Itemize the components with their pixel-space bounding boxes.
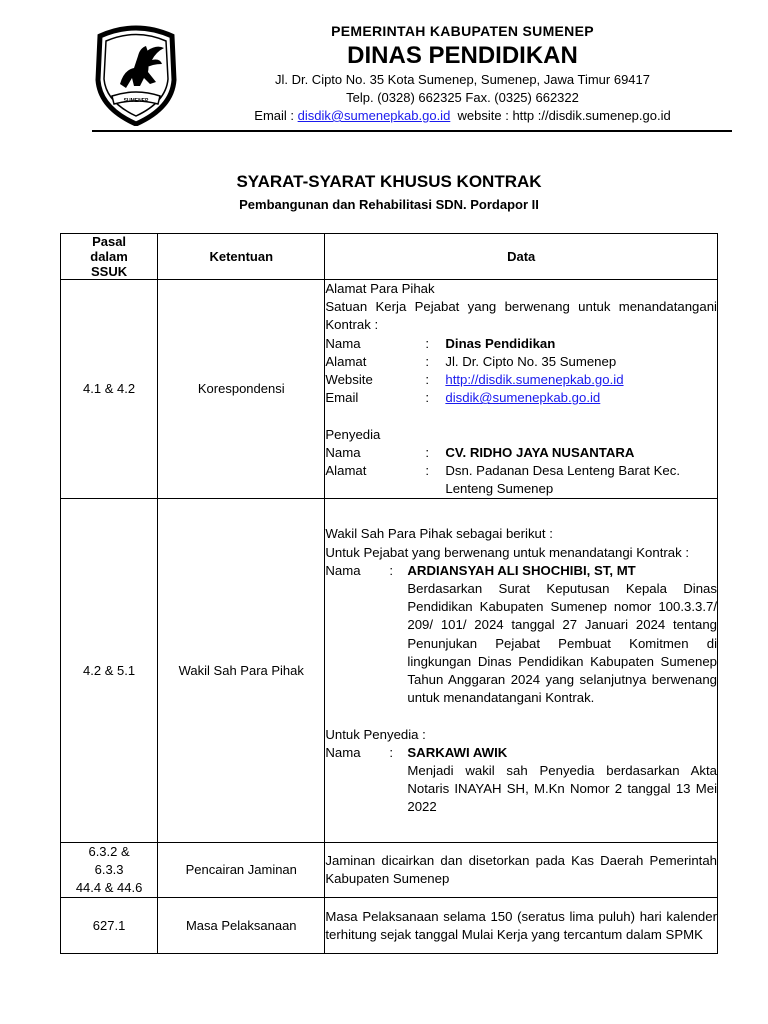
provider-heading: Penyedia (325, 426, 381, 442)
field-row: Alamat : Dsn. Padanan Desa Lenteng Barat Kec. Lenteng Sumenep (325, 462, 717, 498)
table-row-masa-pelaksanaan (61, 898, 718, 954)
provider-name: CV. RIDHO JAYA NUSANTARA (445, 444, 635, 460)
field-row: Email : disdik@sumenepkab.go.id (325, 390, 601, 406)
agency-address: Jl. Dr. Cipto No. 35 Kota Sumenep, Sumenep, Jawa Timur 69417 (274, 72, 651, 87)
ketentuan-cell: Wakil Sah Para Pihak (158, 499, 325, 843)
official-name: ARDIANSYAH ALI SHOCHIBI, ST, MT (407, 562, 636, 578)
logo-banner-text: SUMENEP (123, 98, 149, 104)
document-title: SYARAT-SYARAT KHUSUS KONTRAK (236, 172, 542, 191)
header-pasal: Pasal dalam SSUK (61, 234, 158, 280)
field-row: Nama : ARDIANSYAH ALI SHOCHIBI, ST, MT (325, 562, 717, 580)
table-row-pencairan-jaminan (61, 843, 718, 898)
field-value: Dinas Pendidikan (445, 335, 556, 351)
data-cell (325, 499, 718, 843)
sumenep-regency-logo (90, 22, 182, 126)
address-heading: Alamat Para Pihak (325, 281, 435, 296)
provider-address: Dsn. Padanan Desa Lenteng Barat Kec. Lenteng Sumenep (445, 463, 680, 497)
field-row: Nama : Dinas Pendidikan (325, 335, 717, 353)
provider-rep-name: SARKAWI AWIK (407, 744, 508, 760)
provider-description: Menjadi wakil sah Penyedia berdasarkan Akta Notaris INAYAH SH, M.Kn Nomor 2 tanggal 13 Mei 2022 (407, 762, 717, 815)
field-row: Nama : CV. RIDHO JAYA NUSANTARA (325, 444, 717, 462)
data-cell: Masa Pelaksanaan selama 150 (seratus lima puluh) hari kalender terhitung sejak tanggal Mulai Kerja yang tercantum dalam SPMK (325, 898, 718, 954)
pasal-cell: 4.2 & 5.1 (61, 499, 158, 843)
header-ketentuan: Ketentuan (158, 234, 325, 280)
agency-phone-fax: Telp. (0328) 662325 Fax. (0325) 662322 (346, 90, 579, 105)
field-row: Nama : SARKAWI AWIK (325, 744, 717, 762)
ketentuan-cell: Korespondensi (158, 280, 325, 499)
letterhead-divider (92, 130, 732, 132)
table-row-wakil-sah (61, 499, 718, 843)
email-link[interactable]: disdik@sumenepkab.go.id (445, 390, 601, 406)
table-header-row (61, 234, 718, 280)
letterhead-text (195, 22, 730, 125)
data-cell (325, 280, 718, 499)
agency-name: DINAS PENDIDIKAN (347, 42, 578, 69)
representative-heading: Wakil Sah Para Pihak sebagai berikut : (325, 526, 553, 542)
document-subtitle: Pembangunan dan Rehabilitasi SDN. Pordapor II (239, 197, 539, 212)
provider-intro: Untuk Penyedia : (325, 726, 426, 742)
official-intro: Untuk Pejabat yang berwenang untuk menandatangi Kontrak : (325, 544, 690, 560)
agency-email-link[interactable]: disdik@sumenepkab.go.id (297, 108, 451, 123)
data-cell: Jaminan dicairkan dan disetorkan pada Kas Daerah Pemerintah Kabupaten Sumenep (325, 843, 718, 898)
contract-terms-table (60, 233, 718, 954)
ketentuan-cell: Pencairan Jaminan (158, 843, 325, 898)
header-data: Data (325, 234, 718, 280)
pasal-cell: 627.1 (61, 898, 158, 954)
website-label: website : http ://disdik.sumenep.go.id (450, 108, 671, 123)
field-row: Alamat : Jl. Dr. Cipto No. 35 Sumenep (325, 353, 717, 371)
agency-contact (195, 107, 730, 125)
email-label: Email : (254, 108, 298, 123)
official-intro: Satuan Kerja Pejabat yang berwenang untuk menandatangani Kontrak : (325, 299, 717, 333)
table-row-korespondensi (61, 280, 718, 499)
official-description: Berdasarkan Surat Keputusan Kepala Dinas Pendidikan Kabupaten Sumenep nomor 100.3.3.7/ 209/ 101/ 2024 tanggal 27 Januari 2024 tentang Penunjukan Pejabat Pembuat Komitmen di lingkungan Dinas Pendidikan Kabupaten Sumenep Tahun Anggaran 2024 yang selanjutnya berwenang untuk menandatangani Kontrak. (407, 580, 717, 706)
ketentuan-cell: Masa Pelaksanaan (158, 898, 325, 954)
field-row: Website : http://disdik.sumenepkab.go.id (325, 372, 624, 388)
website-link[interactable]: http://disdik.sumenepkab.go.id (445, 372, 624, 388)
pasal-cell: 4.1 & 4.2 (61, 280, 158, 499)
government-name: PEMERINTAH KABUPATEN SUMENEP (331, 23, 594, 39)
field-value: Jl. Dr. Cipto No. 35 Sumenep (445, 353, 617, 369)
letterhead (0, 0, 768, 135)
pasal-cell: 6.3.2 & 6.3.3 44.4 & 44.6 (61, 843, 158, 898)
